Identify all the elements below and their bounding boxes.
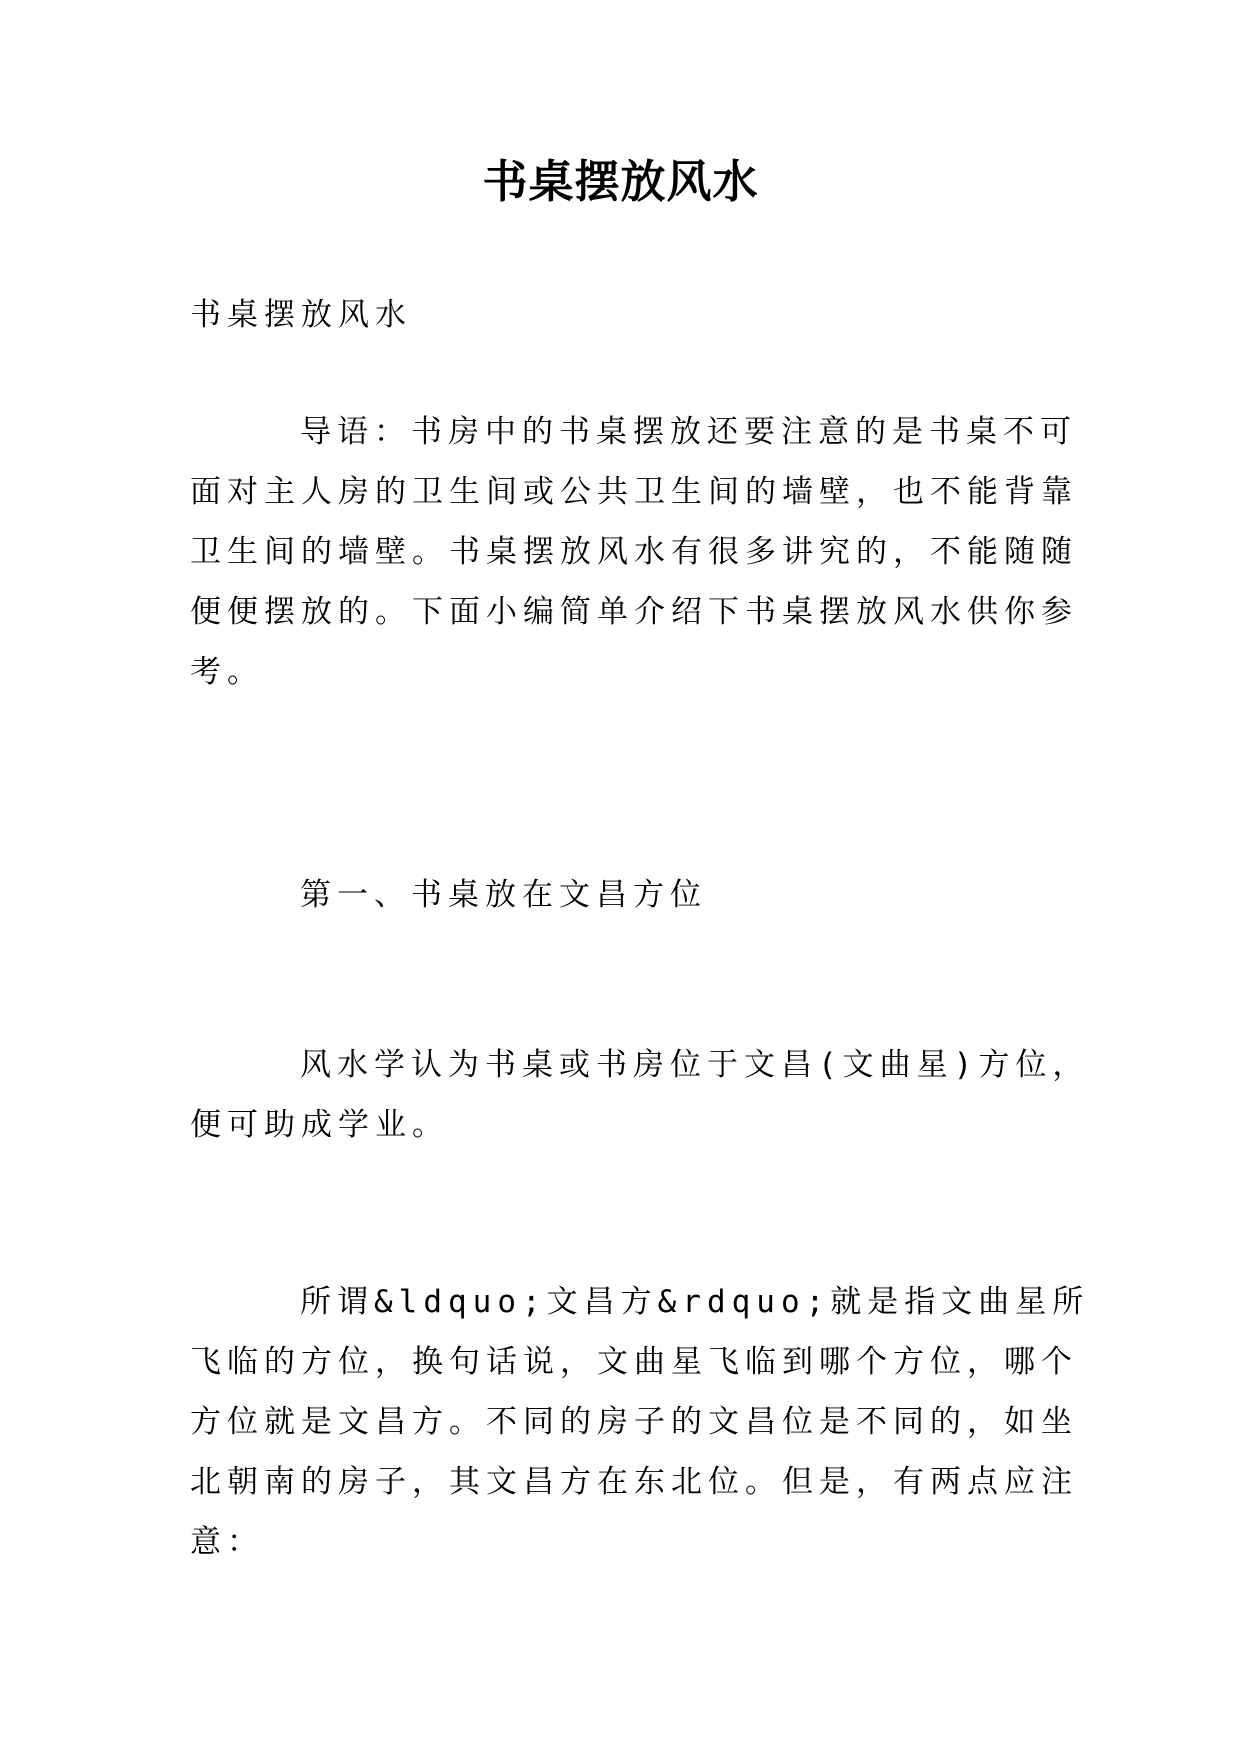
subtitle-paragraph: 书桌摆放风水 xyxy=(190,297,412,333)
body-paragraph: 所谓&ldquo;文昌方&rdquo;就是指文曲星所飞临的方位，换句话说，文曲星飞临到哪个方位，哪个方位就是文昌方。不同的房子的文昌位是不同的，如坐北朝南的房子，其文昌方在东北位。但是，有两点应注意： xyxy=(190,1284,1090,1560)
intro-paragraph: 导语：书房中的书桌摆放还要注意的是书桌不可面对主人房的卫生间或公共卫生间的墙壁，也不能背靠卫生间的墙壁。书桌摆放风水有很多讲究的，不能随随便便摆放的。下面小编简单介绍下书桌摆放风水供你参考。 xyxy=(190,414,1078,690)
document-title: 书桌摆放风水 xyxy=(482,155,759,208)
section-heading: 第一、书桌放在文昌方位 xyxy=(300,877,707,913)
body-paragraph: 风水学认为书桌或书房位于文昌(文曲星)方位，便可助成学业。 xyxy=(190,1047,1090,1143)
